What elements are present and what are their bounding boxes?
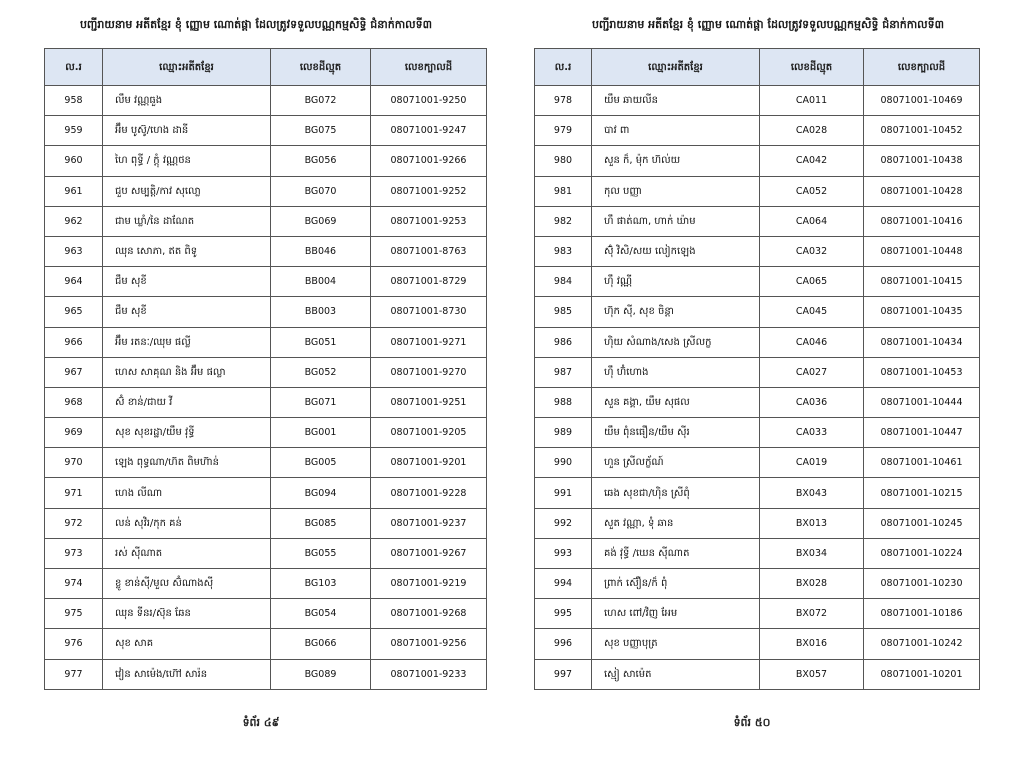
cell-plot-code: CA065 — [760, 267, 864, 297]
page-number: ទំព័រ ៥០ — [733, 716, 771, 729]
cell-number: 990 — [535, 448, 592, 478]
cell-number: 961 — [45, 176, 103, 206]
cell-name: វៀន សាម៉េង/ហ៊ៅ សារ៉ន — [103, 659, 271, 689]
table-row — [535, 206, 980, 236]
table-row — [45, 629, 487, 659]
cell-plot-code: CA045 — [760, 297, 864, 327]
cell-name: ហ៊ុក ស៊ី, សុខ ចិន្តា — [592, 297, 760, 327]
roster-table — [534, 48, 980, 690]
cell-name: ស្មៀ សាម៉េត — [592, 659, 760, 689]
cell-parcel-number: 08071001-9268 — [371, 599, 487, 629]
column-header-name: ឈ្មោះអតីតខ្មែរ — [103, 49, 271, 86]
cell-name: អ៊ឹម បូស៊ូ/ហេង ដានី — [103, 116, 271, 146]
cell-parcel-number: 08071001-10444 — [864, 387, 980, 417]
cell-name: បាវ ពា — [592, 116, 760, 146]
cell-plot-code: CA042 — [760, 146, 864, 176]
cell-plot-code: CA032 — [760, 236, 864, 266]
cell-parcel-number: 08071001-10435 — [864, 297, 980, 327]
cell-name: យឹម ឆាយលីន — [592, 86, 760, 116]
cell-parcel-number: 08071001-10416 — [864, 206, 980, 236]
cell-name: ឈុន ទីនរ/ស៊ុន ឆែន — [103, 599, 271, 629]
table-row — [45, 418, 487, 448]
cell-number: 968 — [45, 387, 103, 417]
cell-number: 973 — [45, 538, 103, 568]
cell-number: 965 — [45, 297, 103, 327]
cell-plot-code: BG056 — [271, 146, 371, 176]
cell-plot-code: CA019 — [760, 448, 864, 478]
cell-plot-code: CA036 — [760, 387, 864, 417]
cell-name: ហេស ពៅ/វិញ អែម — [592, 599, 760, 629]
table-row — [535, 387, 980, 417]
cell-name: ហេង លីណា — [103, 478, 271, 508]
table-row — [45, 206, 487, 236]
cell-plot-code: BG089 — [271, 659, 371, 689]
cell-name: ហ៊ឹ វណ្ណី — [592, 267, 760, 297]
cell-parcel-number: 08071001-10230 — [864, 569, 980, 599]
table-row — [535, 508, 980, 538]
table-row — [535, 176, 980, 206]
cell-number: 991 — [535, 478, 592, 508]
cell-number: 967 — [45, 357, 103, 387]
cell-plot-code: BG072 — [271, 86, 371, 116]
cell-number: 970 — [45, 448, 103, 478]
cell-plot-code: BX028 — [760, 569, 864, 599]
cell-parcel-number: 08071001-8763 — [371, 236, 487, 266]
cell-name: កុល បញ្ញា — [592, 176, 760, 206]
cell-parcel-number: 08071001-10469 — [864, 86, 980, 116]
cell-parcel-number: 08071001-9256 — [371, 629, 487, 659]
cell-parcel-number: 08071001-10434 — [864, 327, 980, 357]
cell-plot-code: CA011 — [760, 86, 864, 116]
cell-number: 987 — [535, 357, 592, 387]
table-row — [535, 267, 980, 297]
cell-plot-code: BG094 — [271, 478, 371, 508]
cell-parcel-number: 08071001-9266 — [371, 146, 487, 176]
cell-parcel-number: 08071001-8730 — [371, 297, 487, 327]
cell-number: 980 — [535, 146, 592, 176]
cell-plot-code: BX016 — [760, 629, 864, 659]
cell-number: 981 — [535, 176, 592, 206]
cell-parcel-number: 08071001-10453 — [864, 357, 980, 387]
table-row — [535, 297, 980, 327]
cell-name: សុខ សាគ — [103, 629, 271, 659]
cell-number: 982 — [535, 206, 592, 236]
table-row — [45, 387, 487, 417]
cell-parcel-number: 08071001-9228 — [371, 478, 487, 508]
cell-name: ហេស សាគុណ និង អ៊ឹម ផល្លា — [103, 357, 271, 387]
cell-plot-code: BG069 — [271, 206, 371, 236]
cell-number: 978 — [535, 86, 592, 116]
cell-plot-code: BG005 — [271, 448, 371, 478]
cell-number: 995 — [535, 599, 592, 629]
column-header-plot-code: លេខដីល្មុត — [760, 49, 864, 86]
column-header-number: ល.រ — [45, 49, 103, 86]
cell-number: 984 — [535, 267, 592, 297]
cell-parcel-number: 08071001-9271 — [371, 327, 487, 357]
table-body — [535, 86, 980, 690]
cell-number: 988 — [535, 387, 592, 417]
table-row — [45, 508, 487, 538]
column-header-parcel-number: លេខក្បាលដី — [864, 49, 980, 86]
cell-number: 969 — [45, 418, 103, 448]
table-row — [535, 116, 980, 146]
cell-name: ជឹម សុខី — [103, 297, 271, 327]
cell-name: យឹម ពុំនធឿន/យឹម សុីរ — [592, 418, 760, 448]
cell-parcel-number: 08071001-10448 — [864, 236, 980, 266]
cell-plot-code: BX057 — [760, 659, 864, 689]
cell-plot-code: BG054 — [271, 599, 371, 629]
table-row — [45, 538, 487, 568]
cell-plot-code: BX034 — [760, 538, 864, 568]
cell-name: ស៊ំ ខាន់/ជាយ វី — [103, 387, 271, 417]
cell-number: 975 — [45, 599, 103, 629]
cell-number: 994 — [535, 569, 592, 599]
column-header-name: ឈ្មោះអតីតខ្មែរ — [592, 49, 760, 86]
cell-plot-code: CA027 — [760, 357, 864, 387]
table-row — [535, 236, 980, 266]
cell-plot-code: BG001 — [271, 418, 371, 448]
cell-parcel-number: 08071001-9247 — [371, 116, 487, 146]
cell-number: 983 — [535, 236, 592, 266]
table-row — [45, 267, 487, 297]
cell-parcel-number: 08071001-10215 — [864, 478, 980, 508]
cell-plot-code: BB003 — [271, 297, 371, 327]
table-header-row — [535, 49, 980, 86]
cell-name: ហ៊ឹ ហ៊ំហោង — [592, 357, 760, 387]
table-row — [45, 297, 487, 327]
cell-plot-code: CA033 — [760, 418, 864, 448]
cell-number: 976 — [45, 629, 103, 659]
cell-name: លឹម វណ្ណធួង — [103, 86, 271, 116]
cell-parcel-number: 08071001-9250 — [371, 86, 487, 116]
table-row — [45, 236, 487, 266]
cell-parcel-number: 08071001-9270 — [371, 357, 487, 387]
cell-parcel-number: 08071001-9219 — [371, 569, 487, 599]
table-row — [45, 569, 487, 599]
cell-name: គង់ វុទ្ធី /ឃេន ស៊ីណាត — [592, 538, 760, 568]
cell-parcel-number: 08071001-9237 — [371, 508, 487, 538]
cell-plot-code: BX043 — [760, 478, 864, 508]
cell-name: ហ៊ិយ សំណាង/សេង ស្រីលក្ខ — [592, 327, 760, 357]
cell-name: ជួប សម្បត្តិ/កាវ សុលោ្ល — [103, 176, 271, 206]
cell-parcel-number: 08071001-9251 — [371, 387, 487, 417]
page-title: បញ្ជីរាយនាម អតីតខ្មែរ ខុំ ញ្ញោម ណោត់ផ្តា ដែលត្រូវទទួលបណ្ណកម្មសិទ្ធិ ជំនាក់កាលទី៣ — [79, 18, 433, 31]
cell-number: 997 — [535, 659, 592, 689]
table-row — [535, 599, 980, 629]
cell-number: 974 — [45, 569, 103, 599]
table-row — [45, 327, 487, 357]
table-body — [45, 86, 487, 690]
table-row — [535, 146, 980, 176]
cell-name: ជាម ឃ្លាំ/នៃ ដាណែត — [103, 206, 271, 236]
table-row — [45, 448, 487, 478]
cell-number: 985 — [535, 297, 592, 327]
table-row — [45, 86, 487, 116]
cell-parcel-number: 08071001-9201 — [371, 448, 487, 478]
cell-parcel-number: 08071001-9267 — [371, 538, 487, 568]
cell-parcel-number: 08071001-10447 — [864, 418, 980, 448]
cell-name: សួន គង្គា, យឹម សុផល — [592, 387, 760, 417]
cell-parcel-number: 08071001-10186 — [864, 599, 980, 629]
cell-plot-code: BX072 — [760, 599, 864, 629]
cell-number: 979 — [535, 116, 592, 146]
cell-plot-code: BG066 — [271, 629, 371, 659]
table-row — [535, 357, 980, 387]
cell-number: 958 — [45, 86, 103, 116]
table-row — [45, 146, 487, 176]
cell-plot-code: BG071 — [271, 387, 371, 417]
roster-table — [44, 48, 487, 690]
table-row — [535, 327, 980, 357]
table-row — [45, 176, 487, 206]
cell-number: 989 — [535, 418, 592, 448]
cell-parcel-number: 08071001-8729 — [371, 267, 487, 297]
cell-number: 960 — [45, 146, 103, 176]
cell-name: សួន ក៏, ម៉ុក ហ៊ល់យ — [592, 146, 760, 176]
column-header-parcel-number: លេខក្បាលដី — [371, 49, 487, 86]
cell-name: ជឹម សុខី — [103, 267, 271, 297]
cell-parcel-number: 08071001-10201 — [864, 659, 980, 689]
cell-name: ព្រាក់ ស៊ឿន/ក៏ ពុំ — [592, 569, 760, 599]
table-row — [45, 357, 487, 387]
cell-name: អ៊ឹម រតនៈ/ឈុម ផល្លី — [103, 327, 271, 357]
cell-plot-code: BG052 — [271, 357, 371, 387]
cell-number: 971 — [45, 478, 103, 508]
cell-name: សុខ សុខរដ្ឋា/យឹម វុទ្ធី — [103, 418, 271, 448]
table-row — [535, 659, 980, 689]
cell-number: 966 — [45, 327, 103, 357]
cell-number: 959 — [45, 116, 103, 146]
cell-name: ឡេង ពុទ្ធណា/ហ៊ត ពិមហ៊ាន់ — [103, 448, 271, 478]
cell-plot-code: CA064 — [760, 206, 864, 236]
table-row — [45, 599, 487, 629]
cell-number: 986 — [535, 327, 592, 357]
cell-name: ហៃ ពុទ្ធី / ក្ដុំ វណ្ណថន — [103, 146, 271, 176]
cell-name: ខ្លូ ខាន់ស៊ី/មួល ស៊ំណាងស៊ី — [103, 569, 271, 599]
cell-parcel-number: 08071001-9205 — [371, 418, 487, 448]
column-header-number: ល.រ — [535, 49, 592, 86]
cell-plot-code: BG085 — [271, 508, 371, 538]
cell-parcel-number: 08071001-10452 — [864, 116, 980, 146]
cell-parcel-number: 08071001-10428 — [864, 176, 980, 206]
cell-plot-code: CA028 — [760, 116, 864, 146]
table-row — [45, 659, 487, 689]
cell-plot-code: BX013 — [760, 508, 864, 538]
page-number: ទំព័រ ៤៩ — [242, 716, 280, 729]
table-row — [535, 478, 980, 508]
cell-number: 993 — [535, 538, 592, 568]
cell-name: ឈុន សោភា, ឥត ពិទូ — [103, 236, 271, 266]
cell-parcel-number: 08071001-10438 — [864, 146, 980, 176]
cell-name: សួត វណ្ណា, ទុំ ឆាន — [592, 508, 760, 538]
cell-number: 963 — [45, 236, 103, 266]
page-title: បញ្ជីរាយនាម អតីតខ្មែរ ខុំ ញ្ញោម ណោត់ផ្តា ដែលត្រូវទទួលបណ្ណកម្មសិទ្ធិ ជំនាក់កាលទី៣ — [591, 18, 945, 31]
cell-parcel-number: 08071001-10245 — [864, 508, 980, 538]
table-header-row — [45, 49, 487, 86]
cell-plot-code: BG103 — [271, 569, 371, 599]
table-row — [45, 478, 487, 508]
cell-number: 972 — [45, 508, 103, 538]
table-row — [535, 569, 980, 599]
cell-parcel-number: 08071001-10224 — [864, 538, 980, 568]
cell-parcel-number: 08071001-9252 — [371, 176, 487, 206]
cell-name: ស៊ុំ វិសិ/សយ លៀកឡេង — [592, 236, 760, 266]
cell-name: ឆេង សុខជា/ហ៊ិន ស្រីពុំ — [592, 478, 760, 508]
cell-number: 977 — [45, 659, 103, 689]
cell-parcel-number: 08071001-9233 — [371, 659, 487, 689]
cell-name: ហឹ ផាត់ណា, ហាក់ ឃ៉ាម — [592, 206, 760, 236]
table-row — [535, 86, 980, 116]
column-header-plot-code: លេខដីល្មុត — [271, 49, 371, 86]
cell-plot-code: BG075 — [271, 116, 371, 146]
cell-number: 962 — [45, 206, 103, 236]
cell-number: 996 — [535, 629, 592, 659]
cell-plot-code: CA046 — [760, 327, 864, 357]
cell-name: រស់ ស៊ីណាត — [103, 538, 271, 568]
cell-plot-code: BG051 — [271, 327, 371, 357]
cell-parcel-number: 08071001-9253 — [371, 206, 487, 236]
cell-plot-code: BB046 — [271, 236, 371, 266]
table-row — [535, 448, 980, 478]
cell-plot-code: BB004 — [271, 267, 371, 297]
cell-parcel-number: 08071001-10461 — [864, 448, 980, 478]
table-row — [535, 538, 980, 568]
cell-plot-code: CA052 — [760, 176, 864, 206]
cell-name: លន់ សុវិរ/កុក គន់ — [103, 508, 271, 538]
cell-parcel-number: 08071001-10242 — [864, 629, 980, 659]
cell-plot-code: BG055 — [271, 538, 371, 568]
cell-parcel-number: 08071001-10415 — [864, 267, 980, 297]
table-row — [535, 418, 980, 448]
cell-name: ហួន ស្រីលក្ខ័ណ៍ — [592, 448, 760, 478]
cell-number: 964 — [45, 267, 103, 297]
cell-name: សុខ បញ្ញាបុត្រ — [592, 629, 760, 659]
cell-number: 992 — [535, 508, 592, 538]
table-row — [535, 629, 980, 659]
table-row — [45, 116, 487, 146]
cell-plot-code: BG070 — [271, 176, 371, 206]
